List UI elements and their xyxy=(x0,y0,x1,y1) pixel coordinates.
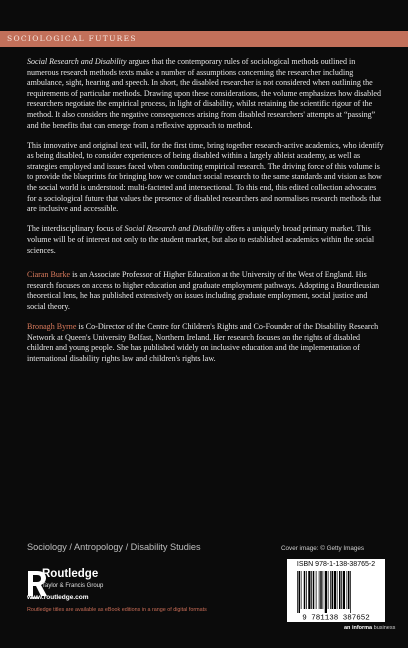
barcode-bar xyxy=(323,571,324,609)
barcode-bar xyxy=(297,571,298,613)
barcode-bar xyxy=(332,571,334,609)
barcode-bar xyxy=(341,571,342,609)
barcode-bar xyxy=(343,571,345,609)
subject-categories: Sociology / Antropology / Disability Studies xyxy=(27,542,201,552)
author-bio-1 xyxy=(27,270,387,312)
blurb-paragraph-1 xyxy=(27,57,387,131)
author-bio-text: is an Associate Professor of Higher Education at the University of the West of England. His research focuses on access to higher education and graduate employment pathways. Adopting a Bourdieusian theoretical lens, he has published extensively on issues including graduate employment, social justice and social theory. xyxy=(27,270,380,311)
barcode-bar xyxy=(304,571,306,609)
barcode-bar xyxy=(328,571,329,609)
barcode-bar xyxy=(339,571,341,609)
isbn-label: ISBN 978-1-138-38765-2 xyxy=(296,561,376,568)
informa-bold: an informa xyxy=(344,625,373,631)
book-title-italic: Social Research and Disability xyxy=(27,57,127,66)
barcode-bar xyxy=(319,571,320,609)
barcode-bar xyxy=(348,571,350,609)
barcode-bar xyxy=(313,571,315,609)
blurb-paragraph-3 xyxy=(27,224,387,256)
blurb-text: The interdisciplinary focus of xyxy=(27,224,125,234)
barcode-bar xyxy=(337,571,338,609)
book-title-italic: Social Research and Disability xyxy=(124,224,225,234)
series-label: SOCIOLOGICAL FUTURES xyxy=(7,34,137,43)
author-bio-text: is Co-Director of the Centre for Children's Rights and Co-Founder of the Disability Research Network at Queen's University Belfast, Northern Ireland. Her research focuses on the rights of disabled children and young people. She has published widely on inclusive education and the implementation of international disability rights law and children's rights law. xyxy=(27,321,379,363)
publisher-name: Routledge xyxy=(42,568,99,580)
series-band xyxy=(0,31,408,47)
barcode-bar xyxy=(334,571,336,609)
barcode-bar xyxy=(308,571,310,609)
publisher-url[interactable]: www.routledge.com xyxy=(27,594,89,601)
barcode-bar xyxy=(330,571,331,609)
blurb-text: This innovative and original text will, for the first time, bring together research-active academics, who identify as being disabled, to consider experiences of being disabled within a largely ableist academy, as well as strategies employed and issues faced when conducting empirical research. The driving force of this volume is to provide the blueprints for bringing how we conduct social research to the same standards and vision as how the social world is understood: multi-facteted and intersectional. To this end, this edited collection advocates for a sociological future that values the presence of disabled researchers and normalises research methods that are inclusive and accessible. xyxy=(27,140,384,214)
barcode-icon xyxy=(293,571,379,621)
author-bio-2 xyxy=(27,322,387,364)
blurb-body xyxy=(27,57,387,374)
barcode-bar xyxy=(320,571,322,609)
blurb-paragraph-2 xyxy=(27,141,387,215)
barcode-bar xyxy=(347,571,348,609)
barcode-panel xyxy=(287,559,385,622)
publisher-group: Taylor & Francis Group xyxy=(42,583,104,589)
cover-credit: Cover image: © Getty Images xyxy=(281,545,365,552)
author-name: Bronagh Byrne xyxy=(27,321,77,331)
author-name: Ciaran Burke xyxy=(27,270,71,280)
ebook-note: Routledge titles are available as eBook editions in a range of digital formats xyxy=(27,607,207,613)
barcode-bar xyxy=(301,571,302,609)
barcode-bar xyxy=(311,571,312,609)
barcode-bar xyxy=(316,571,317,609)
barcode-bar xyxy=(350,571,351,613)
informa-rest: business xyxy=(372,625,396,631)
informa-tagline xyxy=(344,625,395,631)
barcode-digits: 9 781138 387652 xyxy=(302,614,370,621)
barcode-bar xyxy=(306,571,307,609)
barcode-bar xyxy=(299,571,301,613)
blurb-text: argues that the contemporary rules of sociological methods outlined in numerous research methods texts make a number of assumptions concerning the researcher including ambulance, sight, hearing and speech. In short, the disabled researcher is not considered when outlining the requirements of particular methods. Drawing upon these considerations, the volume emphasizes how disabled researchers negotiate the empirical process, in light of disability, whilst retaining the scientific rigour of the method. It also considers the negative consequences arising from disabled researchers' attempts at “passing” and the benefits that can emerge from a reflexive approach to method. xyxy=(27,57,381,130)
blurb-text: offers a uniquely broad primary market. This volume will be of interest not only to the student market, but also to established academics within the social sciences. xyxy=(27,224,375,255)
barcode-bar xyxy=(325,571,327,613)
